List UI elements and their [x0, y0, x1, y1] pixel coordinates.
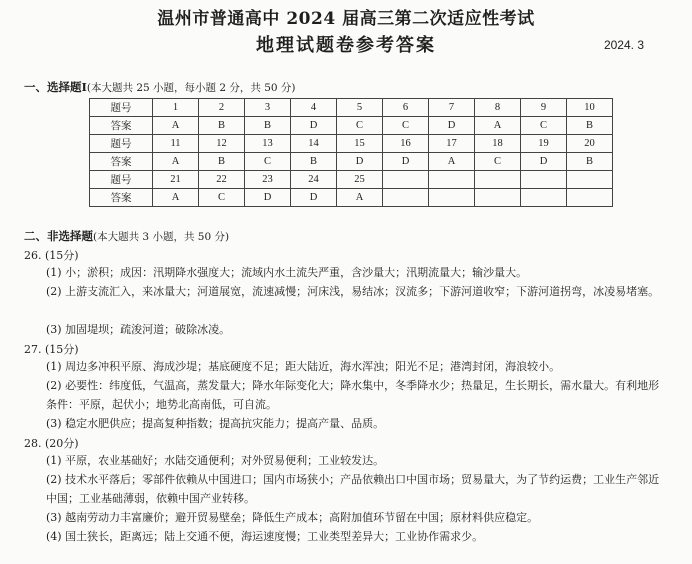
table-cell: C	[475, 153, 521, 171]
table-cell: 11	[153, 135, 199, 153]
table-cell: 21	[153, 171, 199, 189]
table-cell	[383, 189, 429, 207]
table-cell: 6	[383, 99, 429, 117]
table-cell: D	[245, 189, 291, 207]
table-cell	[567, 171, 613, 189]
page-title: 温州市普通高中 2024 届高三第二次适应性考试	[157, 9, 535, 29]
row-label: 题号	[90, 135, 153, 153]
table-cell: 22	[199, 171, 245, 189]
answer-27-1: (1) 周边多冲积平原、海成沙堤；基底硬度不足；距大陆近，海水浑浊；阳光不足；港湾封闭，海浪较小。	[46, 360, 561, 373]
table-cell: A	[337, 189, 383, 207]
table-cell	[521, 171, 567, 189]
table-cell	[383, 171, 429, 189]
table-cell: D	[337, 153, 383, 171]
section2-title: 二、非选择题	[24, 229, 93, 243]
table-cell: 9	[521, 99, 567, 117]
row-label: 题号	[90, 171, 153, 189]
table-cell: D	[521, 153, 567, 171]
table-row	[90, 135, 613, 153]
table-cell: 23	[245, 171, 291, 189]
table-row	[90, 153, 613, 171]
table-cell: 10	[567, 99, 613, 117]
table-cell: 16	[383, 135, 429, 153]
section1-title: 一、选择题Ⅰ	[24, 80, 87, 94]
table-cell: D	[291, 189, 337, 207]
table-cell	[429, 171, 475, 189]
table-cell: D	[429, 117, 475, 135]
table-cell: 4	[291, 99, 337, 117]
table-cell: A	[153, 153, 199, 171]
table-cell: 3	[245, 99, 291, 117]
table-cell: B	[199, 117, 245, 135]
date: 2024. 3	[603, 38, 644, 52]
answer-28-1: (1) 平原，农业基础好；水陆交通便利；对外贸易便利；工业较发达。	[46, 454, 385, 467]
table-cell: C	[337, 117, 383, 135]
table-cell: C	[245, 153, 291, 171]
table-cell	[475, 189, 521, 207]
table-cell: 24	[291, 171, 337, 189]
answer-table	[89, 98, 613, 207]
table-cell: A	[153, 117, 199, 135]
section2-heading	[24, 228, 229, 244]
table-cell: B	[567, 153, 613, 171]
table-cell: 18	[475, 135, 521, 153]
question-28-label: 28. (20分)	[24, 437, 79, 450]
table-cell: C	[199, 189, 245, 207]
answer-28-3: (3) 越南劳动力丰富廉价；避开贸易壁垒；降低生产成本；高附加值环节留在中国；原材料供应稳定。	[46, 511, 539, 524]
table-cell: 2	[199, 99, 245, 117]
page-subtitle: 地理试题卷参考答案	[256, 35, 436, 56]
answer-27-3: (3) 稳定水肥供应；提高复种指数；提高抗灾能力；提高产量、品质。	[46, 417, 385, 430]
table-cell: C	[383, 117, 429, 135]
table-cell	[475, 171, 521, 189]
table-cell: D	[383, 153, 429, 171]
table-cell: 19	[521, 135, 567, 153]
table-cell: 15	[337, 135, 383, 153]
table-cell: A	[475, 117, 521, 135]
table-row	[90, 99, 613, 117]
table-cell: B	[567, 117, 613, 135]
answer-26-3: (3) 加固堤坝；疏浚河道；破除冰凌。	[46, 323, 231, 336]
table-cell: 12	[199, 135, 245, 153]
table-row	[90, 171, 613, 189]
answer-26-2: (2) 上游支流汇入，来冰量大；河道展宽，流速减慢；河床浅，易结冰；汊流多；下游河道收窄；下游河道拐弯，冰凌易堵塞。	[46, 285, 660, 298]
table-cell: A	[429, 153, 475, 171]
table-cell: 14	[291, 135, 337, 153]
row-label: 答案	[90, 189, 153, 207]
table-cell: D	[291, 117, 337, 135]
table-cell: 7	[429, 99, 475, 117]
section1-heading	[24, 79, 296, 95]
table-row	[90, 117, 613, 135]
table-cell: B	[291, 153, 337, 171]
question-26-label: 26. (15分)	[24, 249, 79, 262]
table-cell: B	[199, 153, 245, 171]
answer-28-2: (2) 技术水平落后；零部件依赖从中国进口；国内市场狭小；产品依赖出口中国市场；贸易量大，为了节约运费；工业生产邻近中国；工业基础薄弱，依赖中国产业转移。	[46, 473, 660, 505]
section1-note: (本大题共 25 小题，每小题 2 分，共 50 分)	[86, 82, 296, 94]
table-cell: C	[521, 117, 567, 135]
answer-26-1: (1) 小；淤积；成因：汛期降水强度大；流域内水土流失严重，含沙量大；汛期流量大；输沙量大。	[46, 266, 528, 279]
table-cell: 1	[153, 99, 199, 117]
table-cell: 8	[475, 99, 521, 117]
table-cell: 25	[337, 171, 383, 189]
table-cell	[521, 189, 567, 207]
table-cell: B	[245, 117, 291, 135]
section2-note: (本大题共 3 小题，共 50 分)	[93, 231, 230, 243]
table-row	[90, 189, 613, 207]
question-27-label: 27. (15分)	[24, 343, 79, 356]
table-cell	[429, 189, 475, 207]
answer-28-4: (4) 国土狭长，距离远；陆上交通不便，海运速度慢；工业类型差异大；工业协作需求少。	[46, 530, 484, 543]
table-cell: 5	[337, 99, 383, 117]
row-label: 题号	[90, 99, 153, 117]
table-cell: 13	[245, 135, 291, 153]
row-label: 答案	[90, 153, 153, 171]
table-cell	[567, 189, 613, 207]
table-cell: A	[153, 189, 199, 207]
table-cell: 17	[429, 135, 475, 153]
row-label: 答案	[90, 117, 153, 135]
table-cell: 20	[567, 135, 613, 153]
answer-27-2: (2) 必要性：纬度低，气温高，蒸发量大；降水年际变化大；降水集中，冬季降水少；热量足，生长期长，需水量大。有利地形条件：平原，起伏小；地势北高南低，可自流。	[46, 379, 660, 411]
